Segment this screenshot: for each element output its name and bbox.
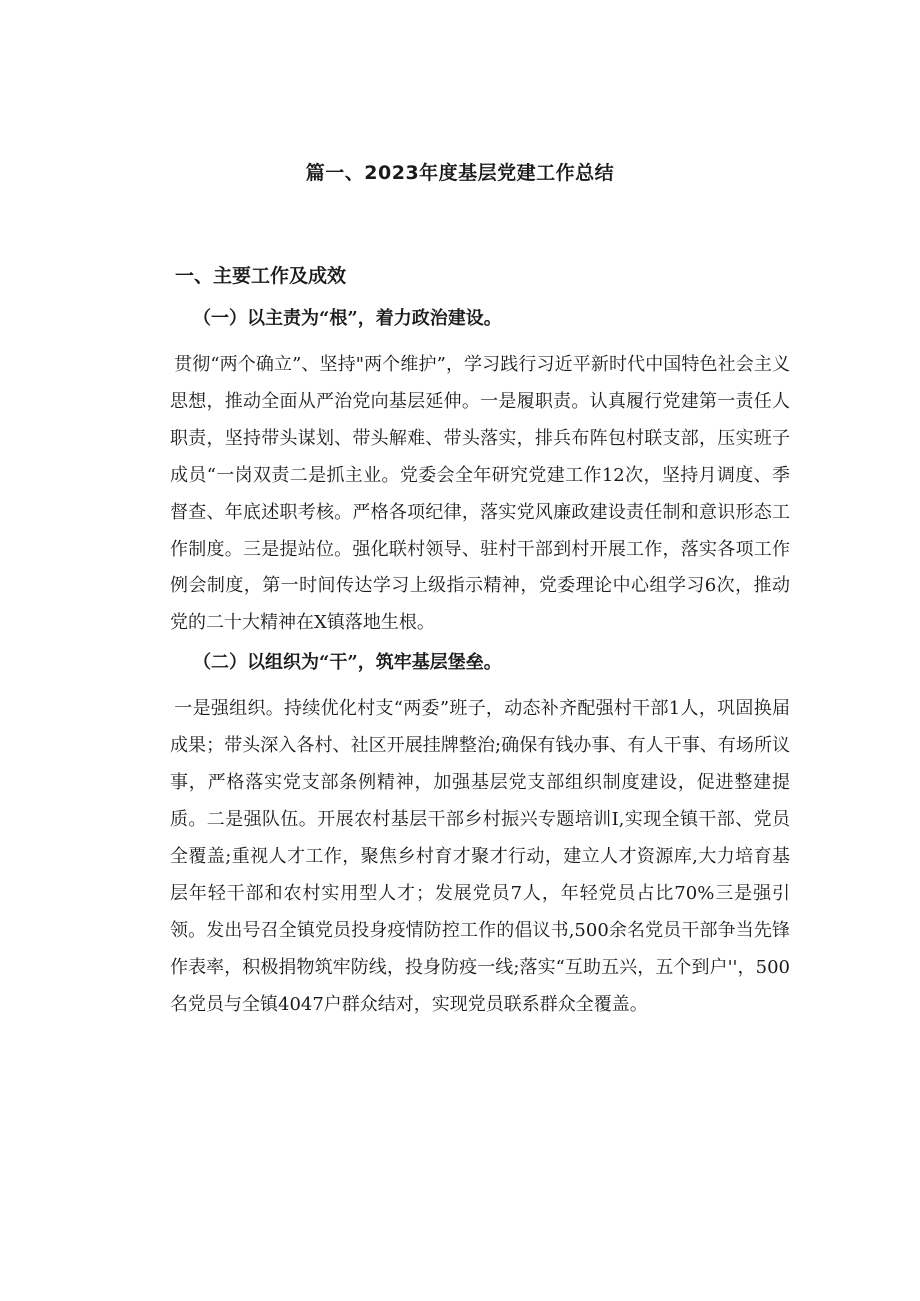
paragraph-political-building — [170, 347, 790, 642]
section-heading-main-work: 一、主要工作及成效 — [175, 265, 347, 287]
paragraph-organization — [170, 691, 790, 1023]
paragraph-political-building-text: 贯彻“两个确立”、坚持"两个维护”，学习践行习近平新时代中国特色社会主义思想，推动全面从严治党向基层延伸。一是履职责。认真履行党建第一责任人职责，坚持带头谋划、带头解难、带头落实，排兵布阵包村联支部，压实班子成员“一岗双责二是抓主业。党委会全年研究党建工作12次，坚持月调度、季督查、年底述职考核。严格各项纪律，落实党风廉政建设责任制和意识形态工作制度。三是提站位。强化联村领导、驻村干部到村开展工作，落实各项工作例会制度，第一时间传达学习上级指示精神，党委理论中心组学习6次，推动党的二十大精神在X镇落地生根。 — [170, 354, 790, 634]
document-body — [170, 262, 790, 1028]
document-title: 篇一、2023年度基层党建工作总结 — [305, 162, 615, 184]
subsection-heading-political-building: （一）以主责为“根”，着力政治建设。 — [193, 308, 502, 329]
subsection-heading-organization: （二）以组织为“干”，筑牢基层堡垒。 — [193, 652, 502, 674]
paragraph-organization-text: 一是强组织。持续优化村支“两委”班子，动态补齐配强村干部1人，巩固换届成果；带头深入各村、社区开展挂牌整治;确保有钱办事、有人干事、有场所议事，严格落实党支部条例精神，加强基层党支部组织制度建设，促进整建提质。二是强队伍。开展农村基层干部乡村振兴专题培训I,实现全镇干部、党员全覆盖;重视人才工作，聚焦乡村育才聚才行动，建立人才资源库,大力培育基层年轻干部和农村实用型人才；发展党员7人，年轻党员占比70%三是强引领。发出号召全镇党员投身疫情防控工作的倡议书,500余名党员干部争当先锋作表率，积极捐物筑牢防线，投身防疫一线;落实“互助五兴，五个到户''，500名党员与全镇4047户群众结对，实现党员联系群众全覆盖。 — [170, 698, 790, 1015]
